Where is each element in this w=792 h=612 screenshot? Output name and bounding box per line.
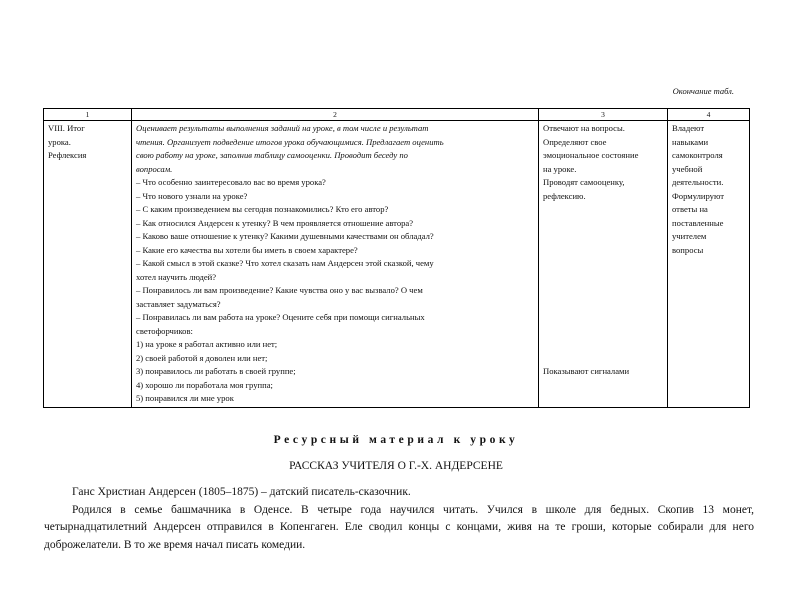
question-line: – Понравилось ли вам произведение? Какие чувства оно у вас вызвало? О чем xyxy=(136,285,423,295)
section-heading: Ресурсный материал к уроку xyxy=(273,434,519,446)
teacher-intro-line: вопросам. xyxy=(136,163,173,174)
story-text xyxy=(44,484,754,554)
question-line: – Каково ваше отношение к утенку? Какими душевными качествами он обладал? xyxy=(136,231,434,241)
question-line: светофорчиков: xyxy=(136,325,193,336)
question-line: 4) хорошо ли поработала моя группа; xyxy=(136,379,273,390)
question-line: заставляет задуматься? xyxy=(136,298,221,309)
question-line: – Что особенно заинтересовало вас во время урока? xyxy=(136,177,326,187)
column-header: 1 xyxy=(44,109,132,121)
column-header: 3 xyxy=(539,109,668,121)
question-line: – С каким произведением вы сегодня познакомились? Кто его автор? xyxy=(136,204,389,214)
question-line: 1) на уроке я работал активно или нет; xyxy=(136,339,278,349)
question-line: – Какие его качества вы хотели бы иметь в своем характере? xyxy=(136,244,358,255)
story-title: РАССКАЗ УЧИТЕЛЯ О Г.-Х. АНДЕРСЕНЕ xyxy=(289,460,503,472)
teacher-activity-cell xyxy=(132,121,539,408)
learning-action-line: деятельности. xyxy=(672,177,724,187)
student-activity-line: Проводят самооценку, xyxy=(543,177,625,187)
column-header: 4 xyxy=(668,109,750,121)
question-line: – Понравилась ли вам работа на уроке? Оцените себя при помощи сигнальных xyxy=(136,312,425,322)
spacer xyxy=(543,203,663,365)
learning-action-line: Владеют xyxy=(672,123,705,133)
stage-cell xyxy=(44,121,132,408)
table-caption: Окончание табл. xyxy=(672,86,734,96)
student-activity-line: Показывают сигналами xyxy=(543,366,630,376)
learning-action-line: самоконтроля xyxy=(672,150,723,160)
learning-action-line: учебной xyxy=(672,163,703,174)
learning-action-line: поставленные xyxy=(672,217,724,228)
teacher-intro-line: чтения. Организует подведение итогов урока обучающимися. Предлагает оценить xyxy=(136,136,444,147)
table-header-row xyxy=(44,109,750,121)
learning-actions-cell xyxy=(668,121,750,408)
column-header: 2 xyxy=(132,109,539,121)
stage-line: Рефлексия xyxy=(48,150,87,160)
paragraph: Родился в семье башмачника в Оденсе. В четыре года научился читать. Учился в школе для бедных. Скопив 13 монет, четырнадцатилетний Андерсен отправился в Копенгаген. Еле сводил концы с концами, живя на те гроши, которые собирали для него доброжелатели. В то же время начал писать комедии. xyxy=(44,503,754,551)
question-line: – Как относился Андерсен к утенку? В чем проявляется отношение автора? xyxy=(136,217,414,228)
table-row xyxy=(44,121,750,408)
question-line: – Какой смысл в этой сказке? Что хотел сказать нам Андерсен этой сказкой, чему xyxy=(136,258,434,268)
learning-action-line: навыками xyxy=(672,136,709,147)
teacher-intro-line: Оценивает результаты выполнения заданий на уроке, в том числе и результат xyxy=(136,123,429,133)
question-line: 2) своей работой я доволен или нет; xyxy=(136,352,268,363)
stage-line: урока. xyxy=(48,136,71,147)
student-activity-cell xyxy=(539,121,668,408)
student-activity-line: на уроке. xyxy=(543,163,577,174)
lesson-table xyxy=(43,108,750,408)
stage-line: VIII. Итог xyxy=(48,123,85,133)
learning-action-line: учителем xyxy=(672,231,707,241)
question-line: 5) понравился ли мне урок xyxy=(136,393,234,403)
learning-action-line: ответы на xyxy=(672,204,708,214)
question-line: хотел научить людей? xyxy=(136,271,217,282)
student-activity-line: рефлексию. xyxy=(543,190,586,201)
paragraph: Ганс Христиан Андерсен (1805–1875) – датский писатель-сказочник. xyxy=(72,486,411,498)
student-activity-line: эмоциональное состояние xyxy=(543,150,639,160)
student-activity-line: Отвечают на вопросы. xyxy=(543,123,625,133)
learning-action-line: Формулируют xyxy=(672,190,725,201)
question-line: – Что нового узнали на уроке? xyxy=(136,190,248,201)
learning-action-line: вопросы xyxy=(672,244,704,255)
student-activity-line: Определяют свое xyxy=(543,136,607,147)
question-line: 3) понравилось ли работать в своей группе; xyxy=(136,366,296,376)
teacher-intro-line: свою работу на уроке, заполнив таблицу самооценки. Проводит беседу по xyxy=(136,150,408,160)
